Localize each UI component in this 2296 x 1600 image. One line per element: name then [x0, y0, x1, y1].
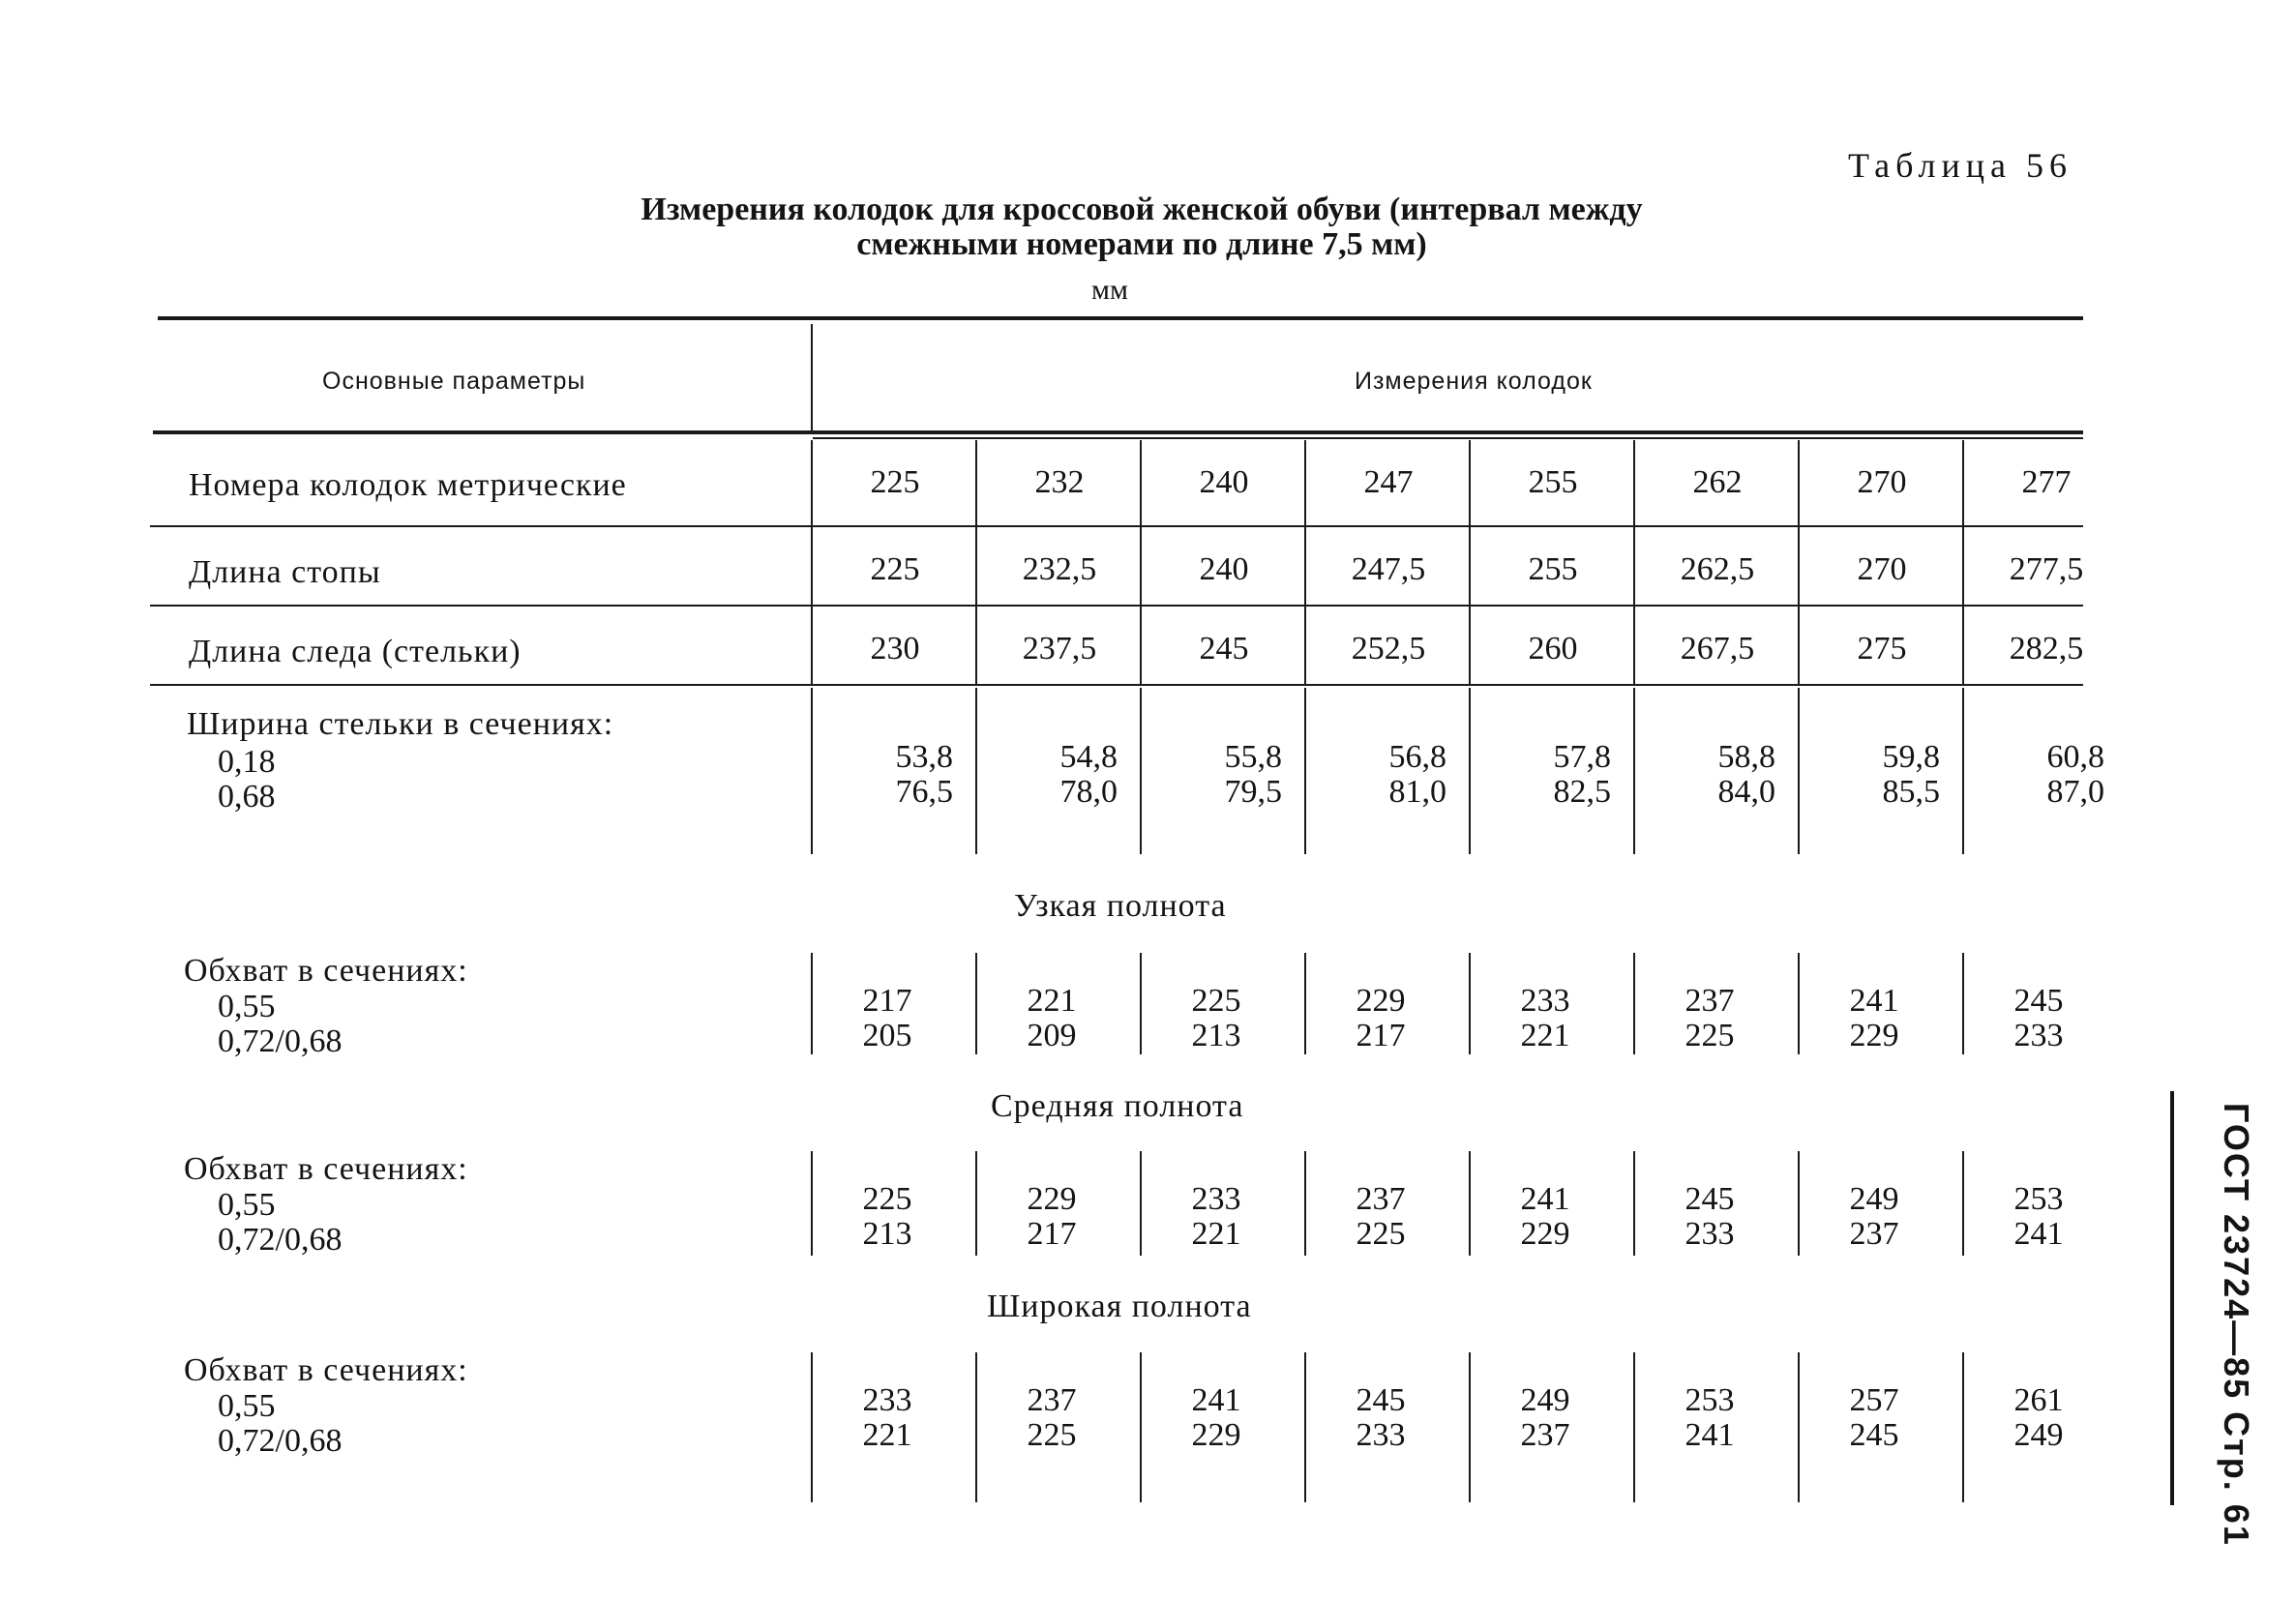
- girth-sub-label: 0,72/0,68: [218, 1423, 343, 1459]
- table-cell: 229: [1027, 1181, 1077, 1217]
- row-label: Длина следа (стельки): [189, 634, 522, 669]
- table-cell: 213: [862, 1216, 912, 1252]
- row-2-divider: [1633, 607, 1635, 686]
- table-cell: 225: [1027, 1417, 1077, 1453]
- width-block-divider: [1304, 688, 1306, 854]
- table-cell: 233: [862, 1382, 912, 1418]
- section-title: Средняя полнота: [991, 1088, 1244, 1124]
- table-cell: 87,0: [2046, 774, 2104, 810]
- table-cell: 54,8: [1059, 739, 1118, 775]
- girth-1-divider: [811, 1151, 813, 1256]
- table-cell: 55,8: [1224, 739, 1282, 775]
- section-title: Широкая полнота: [987, 1289, 1252, 1324]
- table-cell: 229: [1849, 1018, 1899, 1053]
- table-cell: 245: [1199, 631, 1249, 667]
- table-top-rule: [158, 316, 2083, 320]
- table-cell: 225: [1191, 983, 1241, 1019]
- row-1-divider: [1304, 527, 1306, 607]
- row-0-divider: [1962, 440, 1964, 527]
- row-2-divider: [1469, 607, 1471, 686]
- row-0-divider: [811, 440, 813, 527]
- girth-2-divider: [1962, 1352, 1964, 1502]
- table-cell: 81,0: [1388, 774, 1446, 810]
- girth-sub-label: 0,72/0,68: [218, 1222, 343, 1258]
- table-cell: 257: [1849, 1382, 1899, 1418]
- girth-sub-label: 0,55: [218, 1187, 276, 1223]
- table-cell: 237: [1356, 1181, 1406, 1217]
- table-cell: 267,5: [1680, 631, 1755, 667]
- table-cell: 252,5: [1351, 631, 1426, 667]
- table-cell: 241: [2013, 1216, 2064, 1252]
- girth-0-divider: [1798, 953, 1800, 1054]
- table-cell: 245: [1685, 1181, 1735, 1217]
- table-cell: 57,8: [1553, 739, 1611, 775]
- table-cell: 221: [1027, 983, 1077, 1019]
- girth-1-divider: [1633, 1151, 1635, 1256]
- table-cell: 249: [1520, 1382, 1570, 1418]
- width-label: Ширина стельки в сечениях:: [187, 706, 614, 742]
- table-cell: 270: [1857, 464, 1907, 500]
- table-cell: 221: [1191, 1216, 1241, 1252]
- table-cell: 229: [1356, 983, 1406, 1019]
- row-0-divider: [1469, 440, 1471, 527]
- girth-2-divider: [1469, 1352, 1471, 1502]
- table-cell: 237: [1849, 1216, 1899, 1252]
- row-2-divider: [811, 607, 813, 686]
- table-cell: 233: [1356, 1417, 1406, 1453]
- table-cell: 241: [1520, 1181, 1570, 1217]
- row-0-divider: [1140, 440, 1142, 527]
- table-cell: 277,5: [2009, 551, 2084, 587]
- table-cell: 275: [1857, 631, 1907, 667]
- girth-1-divider: [1469, 1151, 1471, 1256]
- table-cell: 233: [2013, 1018, 2064, 1053]
- table-cell: 85,5: [1882, 774, 1940, 810]
- row-1-divider: [811, 527, 813, 607]
- table-cell: 213: [1191, 1018, 1241, 1053]
- table-cell: 241: [1849, 983, 1899, 1019]
- row-2-divider: [1798, 607, 1800, 686]
- girth-0-divider: [1962, 953, 1964, 1054]
- header-bottom-rule-thin: [813, 437, 2083, 439]
- column-header-measurements: Измерения колодок: [1355, 368, 1593, 395]
- girth-0-divider: [1469, 953, 1471, 1054]
- table-cell: 225: [862, 1181, 912, 1217]
- table-cell: 217: [862, 983, 912, 1019]
- column-header-params: Основные параметры: [322, 368, 586, 395]
- girth-label: Обхват в сечениях:: [184, 953, 468, 989]
- table-cell: 58,8: [1717, 739, 1775, 775]
- table-cell: 240: [1199, 551, 1249, 587]
- table-cell: 79,5: [1224, 774, 1282, 810]
- section-title: Узкая полнота: [1014, 888, 1227, 924]
- table-cell: 249: [1849, 1181, 1899, 1217]
- table-cell: 225: [870, 464, 920, 500]
- table-cell: 232,5: [1022, 551, 1097, 587]
- row-1-divider: [1962, 527, 1964, 607]
- girth-label: Обхват в сечениях:: [184, 1352, 468, 1388]
- table-cell: 245: [2013, 983, 2064, 1019]
- table-cell: 237: [1027, 1382, 1077, 1418]
- table-cell: 247: [1363, 464, 1414, 500]
- table-cell: 60,8: [2046, 739, 2104, 775]
- table-cell: 225: [1685, 1018, 1735, 1053]
- table-cell: 240: [1199, 464, 1249, 500]
- table-cell: 277: [2021, 464, 2072, 500]
- table-cell: 229: [1520, 1216, 1570, 1252]
- girth-sub-label: 0,55: [218, 1388, 276, 1424]
- table-cell: 255: [1528, 464, 1578, 500]
- units-label: мм: [1091, 274, 1128, 306]
- width-block-divider: [1798, 688, 1800, 854]
- girth-0-divider: [1304, 953, 1306, 1054]
- table-cell: 247,5: [1351, 551, 1426, 587]
- row-2-divider: [1962, 607, 1964, 686]
- row-rule: [150, 525, 2083, 527]
- width-block-divider: [811, 688, 813, 854]
- row-1-divider: [1798, 527, 1800, 607]
- table-number-label: Таблица 56: [1848, 146, 2072, 185]
- table-cell: 253: [2013, 1181, 2064, 1217]
- table-cell: 84,0: [1717, 774, 1775, 810]
- width-sub-label: 0,68: [218, 779, 276, 815]
- table-cell: 261: [2013, 1382, 2064, 1418]
- table-cell: 78,0: [1059, 774, 1118, 810]
- table-cell: 237: [1685, 983, 1735, 1019]
- side-rule: [2170, 1091, 2174, 1505]
- girth-0-divider: [811, 953, 813, 1054]
- girth-0-divider: [975, 953, 977, 1054]
- row-2-divider: [1304, 607, 1306, 686]
- table-cell: 59,8: [1882, 739, 1940, 775]
- row-rule: [150, 684, 2083, 686]
- table-cell: 209: [1027, 1018, 1077, 1053]
- table-cell: 253: [1685, 1382, 1735, 1418]
- header-bottom-rule: [153, 430, 2083, 434]
- table-cell: 233: [1520, 983, 1570, 1019]
- row-1-divider: [1469, 527, 1471, 607]
- girth-1-divider: [1962, 1151, 1964, 1256]
- row-1-divider: [1633, 527, 1635, 607]
- table-cell: 225: [1356, 1216, 1406, 1252]
- girth-0-divider: [1140, 953, 1142, 1054]
- width-block-divider: [1469, 688, 1471, 854]
- table-cell: 241: [1685, 1417, 1735, 1453]
- row-1-divider: [1140, 527, 1142, 607]
- table-cell: 249: [2013, 1417, 2064, 1453]
- row-0-divider: [975, 440, 977, 527]
- width-sub-label: 0,18: [218, 744, 276, 780]
- table-cell: 237: [1520, 1417, 1570, 1453]
- table-cell: 205: [862, 1018, 912, 1053]
- width-block-divider: [1140, 688, 1142, 854]
- girth-1-divider: [1304, 1151, 1306, 1256]
- row-2-divider: [975, 607, 977, 686]
- table-cell: 262,5: [1680, 551, 1755, 587]
- table-cell: 56,8: [1388, 739, 1446, 775]
- table-cell: 232: [1034, 464, 1085, 500]
- row-0-divider: [1798, 440, 1800, 527]
- table-cell: 245: [1849, 1417, 1899, 1453]
- side-page-reference: ГОСТ 23724—85 Стр. 61: [2217, 1103, 2256, 1547]
- girth-2-divider: [1633, 1352, 1635, 1502]
- table-cell: 225: [870, 551, 920, 587]
- table-cell: 229: [1191, 1417, 1241, 1453]
- table-cell: 262: [1692, 464, 1743, 500]
- girth-2-divider: [1798, 1352, 1800, 1502]
- table-cell: 230: [870, 631, 920, 667]
- table-cell: 221: [862, 1417, 912, 1453]
- width-block-divider: [1633, 688, 1635, 854]
- table-cell: 270: [1857, 551, 1907, 587]
- girth-1-divider: [1140, 1151, 1142, 1256]
- table-cell: 233: [1191, 1181, 1241, 1217]
- table-cell: 237,5: [1022, 631, 1097, 667]
- row-2-divider: [1140, 607, 1142, 686]
- girth-2-divider: [975, 1352, 977, 1502]
- row-label: Длина стопы: [189, 554, 381, 590]
- table-cell: 282,5: [2009, 631, 2084, 667]
- width-block-divider: [975, 688, 977, 854]
- table-cell: 82,5: [1553, 774, 1611, 810]
- girth-2-divider: [1304, 1352, 1306, 1502]
- table-cell: 241: [1191, 1382, 1241, 1418]
- girth-label: Обхват в сечениях:: [184, 1151, 468, 1187]
- girth-2-divider: [1140, 1352, 1142, 1502]
- girth-2-divider: [811, 1352, 813, 1502]
- table-caption-line2: смежными номерами по длине 7,5 мм): [856, 226, 1427, 262]
- girth-1-divider: [975, 1151, 977, 1256]
- row-0-divider: [1633, 440, 1635, 527]
- girth-sub-label: 0,55: [218, 989, 276, 1024]
- table-cell: 233: [1685, 1216, 1735, 1252]
- width-block-divider: [1962, 688, 1964, 854]
- table-cell: 221: [1520, 1018, 1570, 1053]
- table-cell: 260: [1528, 631, 1578, 667]
- row-0-divider: [1304, 440, 1306, 527]
- girth-sub-label: 0,72/0,68: [218, 1023, 343, 1059]
- row-1-divider: [975, 527, 977, 607]
- table-cell: 217: [1027, 1216, 1077, 1252]
- table-cell: 255: [1528, 551, 1578, 587]
- table-cell: 217: [1356, 1018, 1406, 1053]
- table-cell: 76,5: [895, 774, 953, 810]
- table-cell: 245: [1356, 1382, 1406, 1418]
- girth-1-divider: [1798, 1151, 1800, 1256]
- table-caption-line1: Измерения колодок для кроссовой женской обуви (интервал между: [641, 192, 1643, 227]
- header-divider: [811, 324, 813, 430]
- row-label: Номера колодок метрические: [189, 467, 627, 503]
- row-rule: [150, 605, 2083, 607]
- girth-0-divider: [1633, 953, 1635, 1054]
- table-cell: 53,8: [895, 739, 953, 775]
